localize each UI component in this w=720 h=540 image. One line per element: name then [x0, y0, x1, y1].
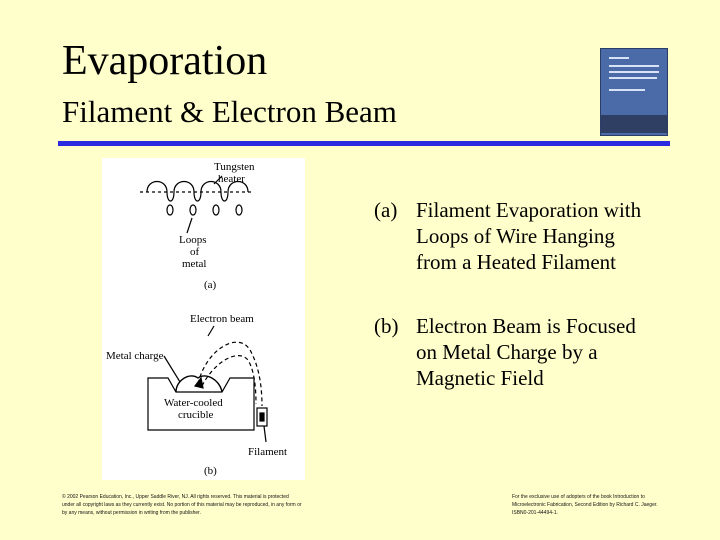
- slide-subtitle: Filament & Electron Beam: [62, 94, 397, 129]
- fig-a-caption: (a): [204, 279, 217, 291]
- bullet-item-a: [374, 197, 674, 275]
- bullet-item-b: [374, 313, 674, 391]
- bullet-text: Filament Evaporation with Loops of Wire Hanging from a Heated Filament: [416, 198, 642, 274]
- copyright-footer: © 2002 Pearson Education, Inc., Upper Saddle River, NJ. All rights reserved. This material is protected under all copyright laws as they currently exist. No portion of this material may be reproduced, in any form or by any means, without permission in writing from the publisher.: [62, 494, 302, 516]
- fig-b-crucible-label-2: crucible: [178, 409, 214, 421]
- bullet-list: [374, 197, 674, 391]
- evaporation-figure: [102, 158, 305, 480]
- textbook-cover-image: [600, 48, 668, 136]
- bullet-text: Electron Beam is Focused on Metal Charge by a Magnetic Field: [416, 314, 636, 390]
- bullet-marker: (a): [374, 198, 398, 222]
- figure-b: [148, 326, 267, 442]
- slide-title: Evaporation: [62, 38, 268, 84]
- title-underline: [58, 141, 670, 146]
- fig-a-loops-label-1: Loops: [179, 234, 207, 246]
- fig-a-loops-label-2: of: [190, 246, 200, 258]
- fig-b-filament-label: Filament: [248, 446, 288, 458]
- fig-a-heater-label-2: heater: [218, 173, 245, 185]
- fig-b-beam-label: Electron beam: [190, 313, 254, 325]
- fig-a-loops-label-3: metal: [182, 258, 207, 270]
- fig-b-crucible-label-1: Water-cooled: [164, 397, 223, 409]
- fig-b-charge-label: Metal charge: [106, 350, 164, 362]
- bullet-marker: (b): [374, 314, 399, 338]
- fig-a-heater-label-1: Tungsten: [214, 161, 255, 173]
- adopter-footer: For the exclusive use of adopters of the book Introduction to Microelectronic Fabrication, Second Edition by Richard C. Jaeger. ISBN0-201-44494-1.: [512, 494, 658, 516]
- fig-b-caption: (b): [204, 465, 217, 477]
